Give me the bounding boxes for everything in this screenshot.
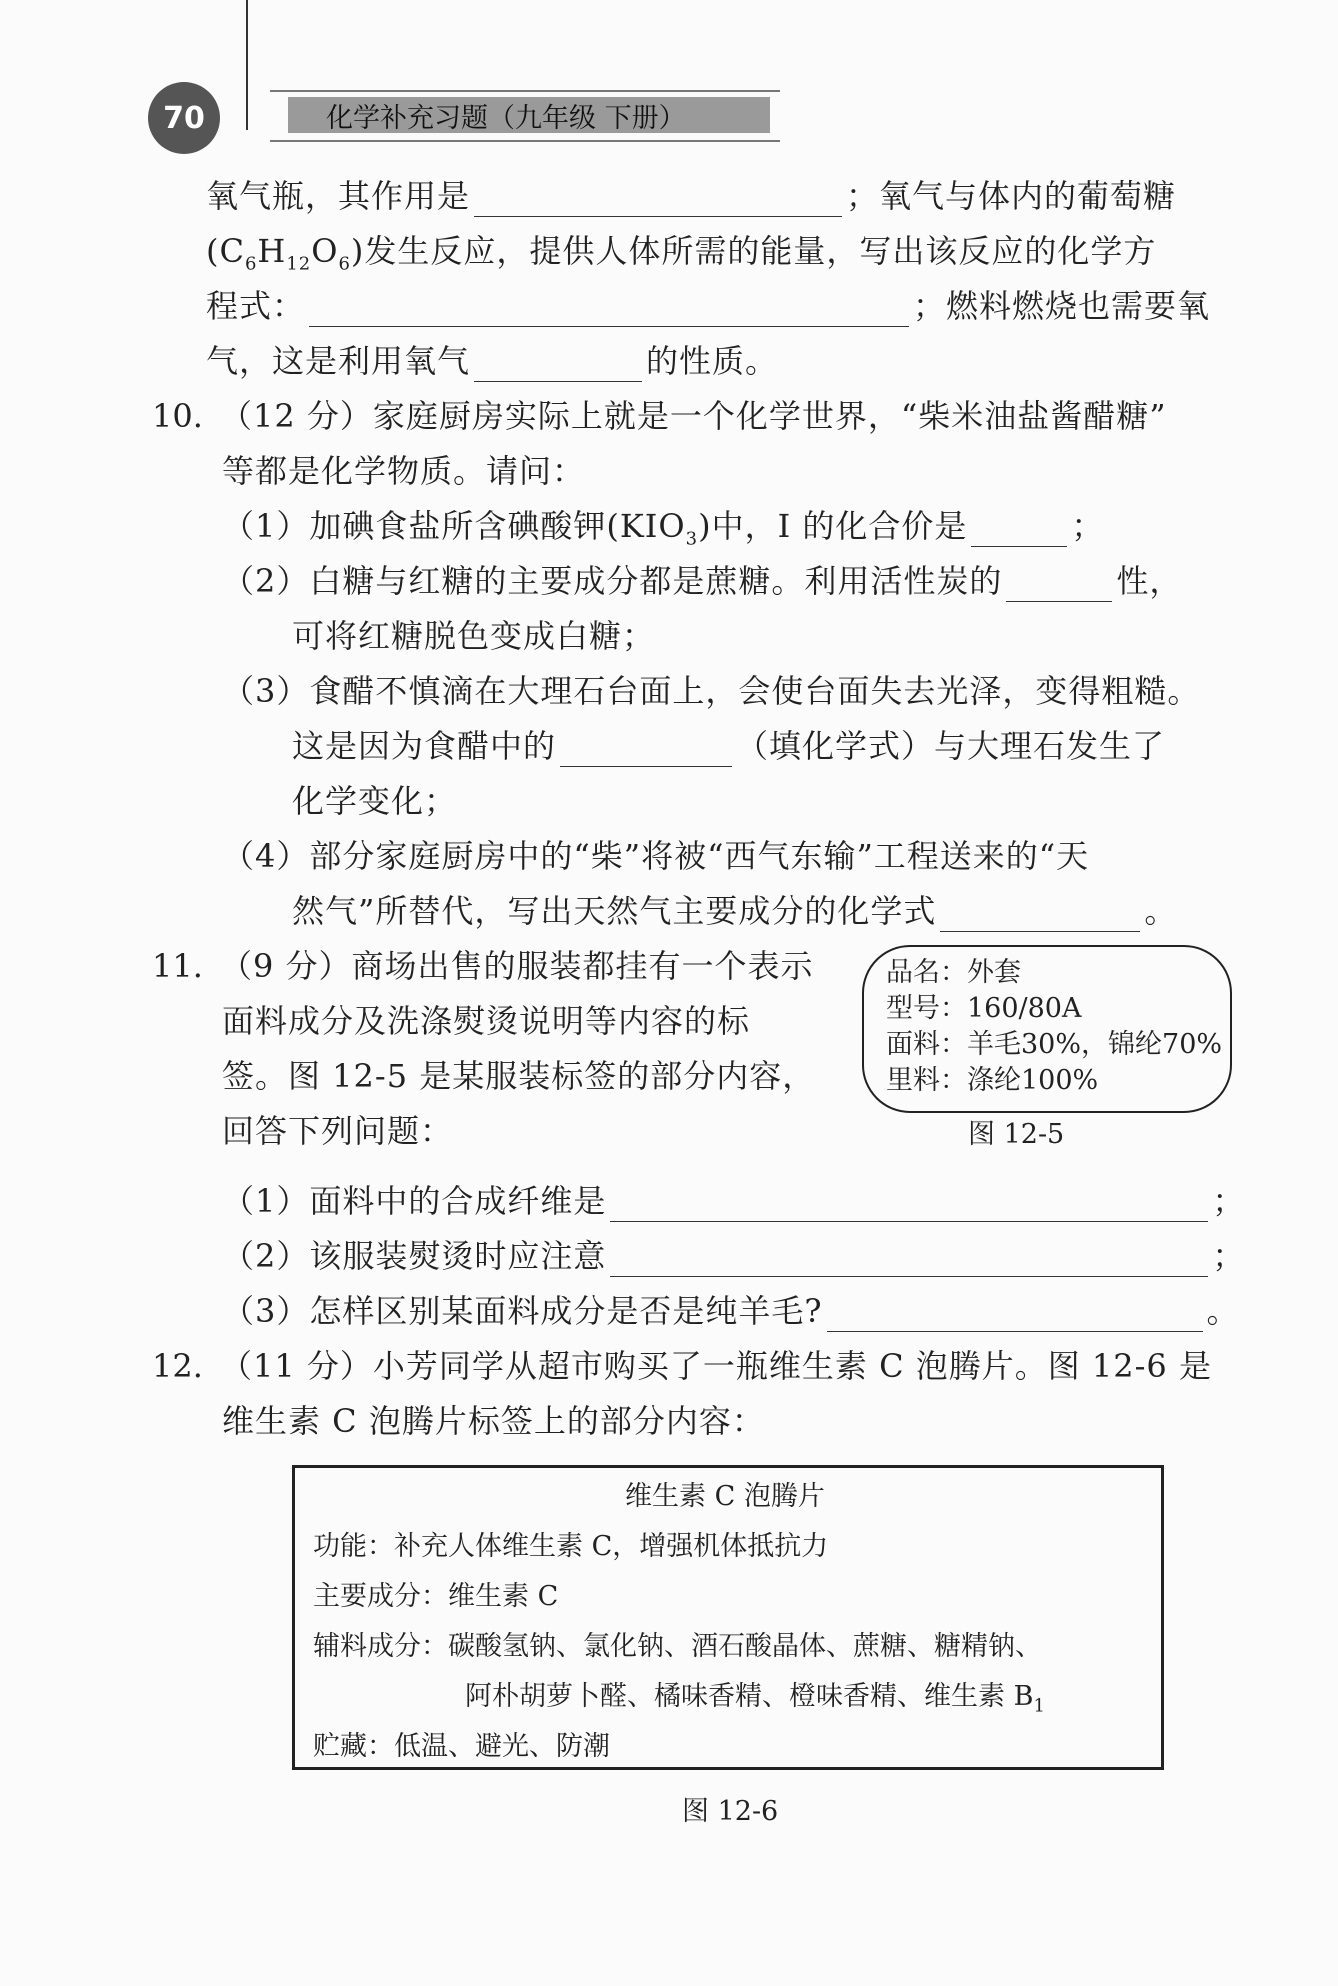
q10-part-2-cont: 可将红糖脱色变成白糖； xyxy=(292,617,656,655)
answer-blank[interactable] xyxy=(827,1297,1203,1332)
question-number: 11. xyxy=(152,947,203,985)
box-title: 维生素 C 泡腾片 xyxy=(625,1481,825,1512)
answer-blank[interactable] xyxy=(560,732,732,767)
q10-part-4: （4）部分家庭厨房中的“柴”将被“西气东输”工程送来的“天 xyxy=(222,837,1090,875)
q9-line-1: 氧气瓶，其作用是 ；氧气与体内的葡萄糖 xyxy=(206,177,1177,215)
question-number: 12. xyxy=(152,1347,203,1385)
q11-part-3: （3）怎样区别某面料成分是否是纯羊毛? 。 xyxy=(222,1292,1240,1330)
page-number: 70 xyxy=(148,82,220,154)
label-line: 里料：涤纶100% xyxy=(886,1065,1099,1096)
label-line: 面料：羊毛30%，锦纶70% xyxy=(886,1029,1223,1060)
answer-blank[interactable] xyxy=(940,897,1140,932)
vitamin-label-box xyxy=(292,1465,1164,1770)
figure-caption: 图 12-6 xyxy=(682,1796,779,1827)
box-excipients-cont: 阿朴胡萝卜醛、橘味香精、橙味香精、维生素 $B_1$ xyxy=(465,1681,1045,1717)
header-rule-bottom xyxy=(270,140,780,142)
q10-part-1: （1）加碘食盐所含碘酸钾$(KIO_3)$中，I 的化合价是 ； xyxy=(222,507,1105,550)
q11-stem-1: （9 分）商场出售的服装都挂有一个表示 xyxy=(220,947,814,985)
answer-blank[interactable] xyxy=(474,347,642,382)
figure-caption: 图 12-5 xyxy=(968,1119,1065,1150)
label-line: 品名：外套 xyxy=(886,957,1021,988)
q11-stem-2: 面料成分及洗涤熨烫说明等内容的标 xyxy=(222,1002,751,1040)
q12-stem-1: （11 分）小芳同学从超市购买了一瓶维生素 C 泡腾片。图 12-6 是 xyxy=(220,1347,1212,1385)
label-line: 型号：160/80A xyxy=(886,993,1082,1024)
answer-blank[interactable] xyxy=(610,1242,1208,1277)
header-rule-top xyxy=(270,90,780,92)
q12-stem-2: 维生素 C 泡腾片标签上的部分内容： xyxy=(222,1402,765,1440)
q10-stem-1: （12 分）家庭厨房实际上就是一个化学世界，“柴米油盐酱醋糖” xyxy=(220,397,1167,435)
answer-blank[interactable] xyxy=(309,292,909,327)
q11-stem-3: 签。图 12-5 是某服装标签的部分内容， xyxy=(222,1057,816,1095)
q9-line-3: 程式： ；燃料燃烧也需要氧 xyxy=(206,287,1211,325)
q10-stem-2: 等都是化学物质。请问： xyxy=(222,452,586,490)
q10-part-2: （2）白糖与红糖的主要成分都是蔗糖。利用活性炭的 性， xyxy=(222,562,1183,600)
margin-rule xyxy=(246,0,248,130)
q9-line-4: 气，这是利用氧气 的性质。 xyxy=(206,342,779,380)
q9-line-2: $(C_6H_{12}O_6)$发生反应，提供人体所需的能量，写出该反应的化学方 xyxy=(206,232,1157,275)
box-excipients: 辅料成分：碳酸氢钠、氯化钠、酒石酸晶体、蔗糖、糖精钠、 xyxy=(313,1631,1042,1662)
q10-part-3: （3）食醋不慎滴在大理石台面上，会使台面失去光泽，变得粗糙。 xyxy=(222,672,1201,710)
q11-part-1: （1）面料中的合成纤维是 ； xyxy=(222,1182,1246,1220)
q11-part-2: （2）该服装熨烫时应注意 ； xyxy=(222,1237,1246,1275)
book-title: 化学补充习题（九年级 下册） xyxy=(288,97,770,133)
question-number: 10. xyxy=(152,397,203,435)
box-function: 功能：补充人体维生素 C，增强机体抵抗力 xyxy=(313,1531,829,1562)
answer-blank[interactable] xyxy=(474,182,842,217)
box-storage: 贮藏：低温、避光、防潮 xyxy=(313,1731,610,1762)
q11-stem-4: 回答下列问题： xyxy=(222,1112,454,1150)
q10-part-3-cont: 这是因为食醋中的 （填化学式）与大理石发生了 xyxy=(292,727,1166,765)
q10-part-3-cont2: 化学变化； xyxy=(292,782,458,820)
q10-part-4-cont: 然气”所替代，写出天然气主要成分的化学式 。 xyxy=(292,892,1178,930)
box-main-ingredient: 主要成分：维生素 C xyxy=(313,1581,559,1612)
answer-blank[interactable] xyxy=(1006,567,1112,602)
clothing-label xyxy=(862,945,1232,1113)
answer-blank[interactable] xyxy=(971,512,1067,547)
answer-blank[interactable] xyxy=(610,1187,1208,1222)
